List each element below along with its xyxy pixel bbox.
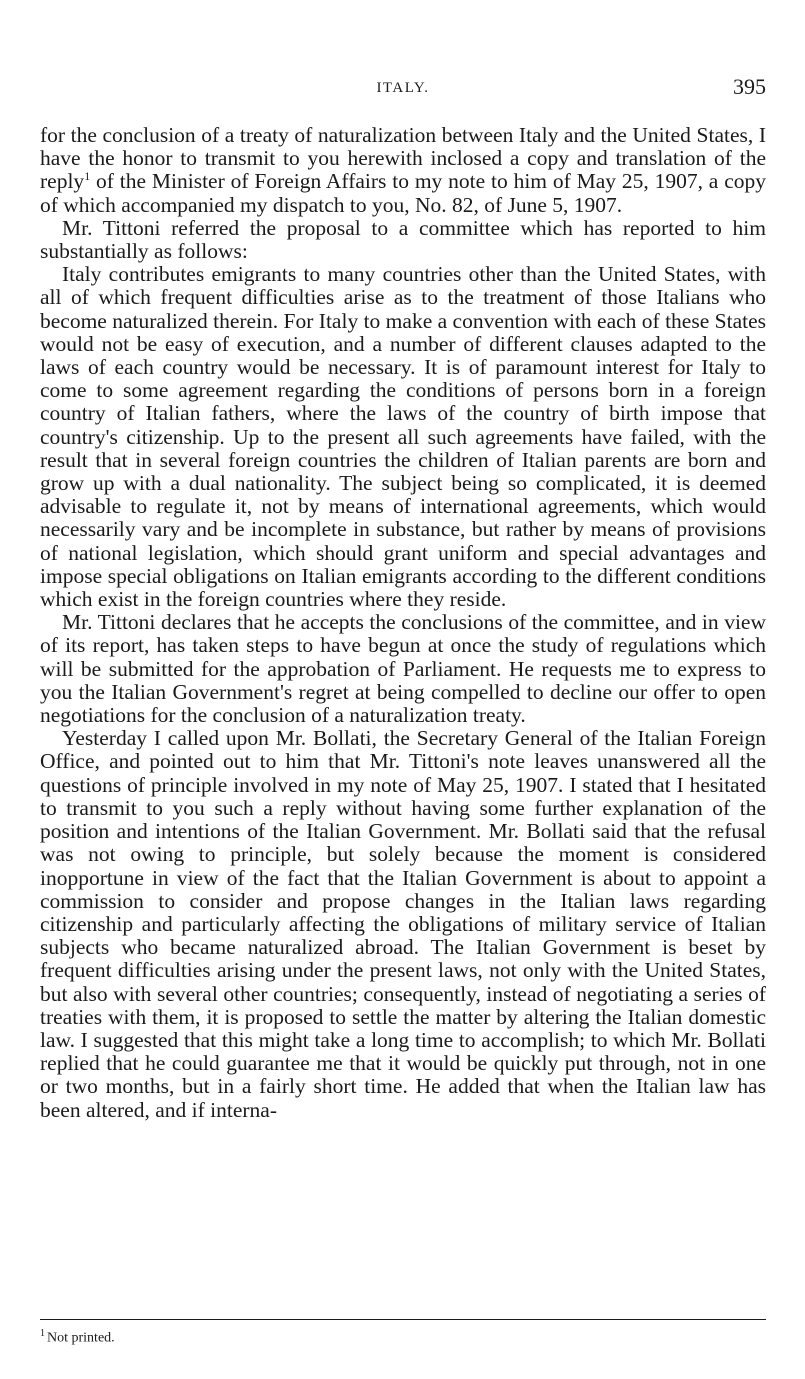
page-header — [40, 74, 766, 102]
paragraph: Italy contributes emigrants to many countries other than the United States, with all of which frequent difficulties arise as to the treatment of those Italians who become naturalized therein. For Italy to make a convention with each of these States would not be easy of execution, and a number of different clauses adapted to the laws of each country would be necessary. It is of paramount interest for Italy to come to some agreement regarding the conditions of persons born in a foreign country of Italian fathers, where the laws of the country of birth impose that country's citizenship. Up to the present all such agreements have failed, with the result that in several foreign countries the children of Italian parents are born and grow up with a dual nationality. The subject being so complicated, it is deemed advisable to regulate it, not by means of international agreements, which would necessarily vary and be incomplete in substance, but rather by means of provisions of national legislation, which should grant uniform and special advantages and impose special obligations on Italian emigrants according to the different conditions which exist in the foreign countries where they reside. — [40, 262, 766, 612]
paragraph-text: of the Minister of Foreign Affairs to my note to him of May 25, 1907, a copy of which accompanied my dispatch to you, No. 82, of June 5, 1907. — [40, 169, 766, 217]
paragraph-text: for the conclusion of a treaty of naturalization between Italy and the United States, I have the honor to transmit to you herewith inclosed a copy and translation of the reply — [40, 123, 766, 194]
footnote-text: Not printed. — [47, 1330, 115, 1346]
paragraph: Mr. Tittoni declares that he accepts the conclusions of the committee, and in view of its report, has taken steps to have begun at once the study of regulations which will be submitted for the approbation of Parliament. He requests me to express to you the Italian Government's regret at being compelled to decline our offer to open negotiations for the conclusion of a naturalization treaty. — [40, 610, 766, 728]
paragraph-continuation — [40, 124, 766, 217]
footnote-reference: 1 — [84, 169, 91, 184]
page-number: 395 — [733, 74, 766, 99]
paragraph: Mr. Tittoni referred the proposal to a committee which has reported to him substantially as follows: — [40, 215, 766, 264]
footnote-mark: 1 — [40, 1328, 45, 1339]
running-head: ITALY. — [376, 80, 430, 96]
footnote — [40, 1328, 115, 1347]
body-text — [40, 124, 766, 1122]
paragraph: Yesterday I called upon Mr. Bollati, the Secretary General of the Italian Foreign Office, and pointed out to him that Mr. Tittoni's note leaves unanswered all the questions of principle involved in my note of May 25, 1907. I stated that I hesitated to transmit to you such a reply without having some further explanation of the position and intentions of the Italian Government. Mr. Bollati said that the refusal was not owing to principle, but solely because the moment is considered inopportune in view of the fact that the Italian Government is about to appoint a commission to consider and propose changes in the Italian laws regarding citizenship and particularly affecting the obligations of military service of Italian subjects who became naturalized abroad. The Italian Government is beset by frequent difficulties arising under the present laws, not only with the United States, but also with several other countries; consequently, instead of negotiating a series of treaties with them, it is proposed to settle the matter by altering the Italian domestic law. I suggested that this might take a long time to accomplish; to which Mr. Bollati replied that he could guarantee me that it would be quickly put through, not in one or two months, but in a fairly short time. He added that when the Italian law has been altered, and if interna- — [40, 726, 766, 1122]
footnote-rule — [40, 1319, 766, 1320]
